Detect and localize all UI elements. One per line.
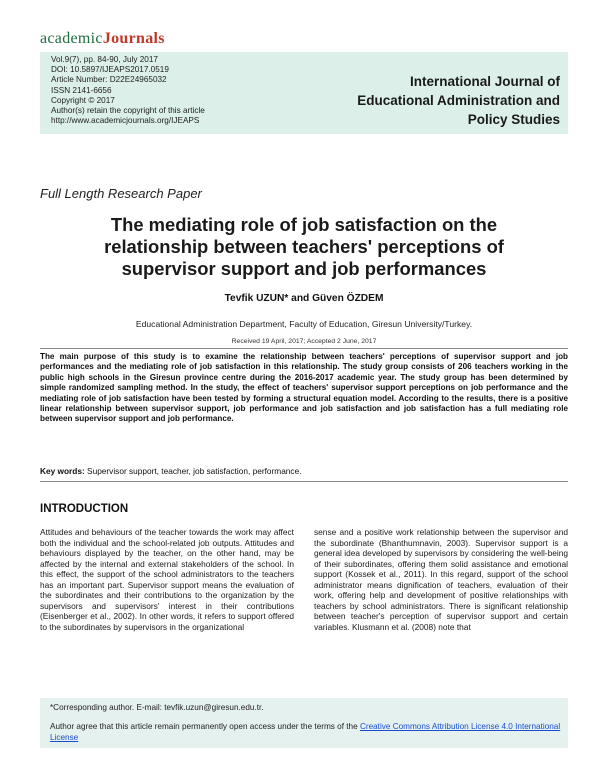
keywords	[40, 466, 568, 476]
abstract: The main purpose of this study is to examine the relationship between teachers' perceptions of supervisor support and job performances and the mediating role of job satisfaction in this relationship. The study group consists of 206 teachers working in the public high schools in the Giresun province centre during the 2016-2017 academic year. The study group has been determined by simple randomized sampling method. In the study, the effect of teachers' supervisor support perceptions on job performance and the mediating role of job satisfaction have been tested by forming a structural equation model. According to the results, there is a positive linear relationship between supervisor support, job performance and job satisfaction and job satisfaction has a full mediating role between supervisor support and job performance.	[40, 352, 568, 424]
meta-doi: DOI: 10.5897/IJEAPS2017.0519	[51, 65, 169, 75]
license-text: Author agree that this article remain permanently open access under the terms of the	[50, 722, 358, 731]
meta-copyright: Copyright © 2017	[51, 95, 115, 105]
journal-logo	[40, 30, 165, 48]
meta-volume: Vol.9(7), pp. 84-90, July 2017	[51, 55, 158, 64]
body-column-right: sense and a positive work relationship between the supervisor and the subordinate (Bhanthumnavin, 2003). Supervisor support is a general idea developed by supervisors by considering the well-being of their subordinates, offering them solid assistance and emotional support (Kossek et al., 2011). In this regard, support of the school administrator means dignification of teachers, evaluation of their work, offering help and development of positive relationships with teachers by school administrators. There is significant relationship between teacher's perception of supervisor support and certain variables. Klusmann et al. (2008) note that	[314, 527, 568, 632]
affiliation: Educational Administration Department, Faculty of Education, Giresun University/Turkey.	[135, 319, 473, 329]
title-line: relationship between teachers' perceptions of	[104, 236, 504, 257]
title-line: The mediating role of job satisfaction on the	[110, 214, 498, 235]
keywords-list: Supervisor support, teacher, job satisfaction, performance.	[87, 466, 302, 476]
meta-rights: Author(s) retain the copyright of this article	[51, 106, 205, 116]
journal-name-line: International Journal of	[409, 74, 560, 89]
journal-name-line: Educational Administration and	[357, 93, 560, 108]
license-note	[50, 722, 564, 743]
journal-name	[350, 72, 560, 129]
section-heading-introduction: INTRODUCTION	[40, 503, 129, 515]
meta-url[interactable]: http://www.academicjournals.org/IJEAPS	[51, 116, 200, 126]
paper-title	[40, 214, 568, 280]
paper-type: Full Length Research Paper	[40, 186, 202, 201]
divider	[40, 348, 568, 349]
logo-text-journals: Journals	[102, 30, 165, 47]
article-metadata	[51, 55, 205, 126]
license-link[interactable]: Creative Commons Attribution License 4.0 International License	[50, 722, 561, 742]
meta-article-number: Article Number: D22E24965032	[51, 75, 167, 85]
meta-issn: ISSN 2141-6656	[51, 85, 112, 95]
journal-name-line: Policy Studies	[467, 112, 560, 127]
corresponding-author: *Corresponding author. E-mail: tevfik.uzun@giresun.edu.tr.	[50, 703, 264, 712]
received-dates: Received 19 April, 2017; Accepted 2 June, 2017	[231, 338, 377, 345]
title-line: supervisor support and job performances	[121, 258, 487, 279]
body-column-left: Attitudes and behaviours of the teacher towards the work may affect both the individual and the school-related job outputs. Attitudes and behaviours displayed by the teacher, on the other hand, may be affected by the internal and external stakeholders of the school. In this effect, the support of the school administrators to the teachers has an important part. Supervisor support means the evaluation of the subordinates and their contributions to the organization by the supervisors and supervisors' interest in their contributions (Eisenberger et al., 2002). In other words, it refers to support offered to the subordinates by supervisors in the organizational	[40, 527, 294, 632]
keywords-label: Key words:	[40, 466, 85, 476]
divider	[40, 481, 568, 482]
logo-text-academic: academic	[40, 30, 103, 47]
authors: Tevfik UZUN* and Güven ÖZDEM	[224, 293, 384, 304]
